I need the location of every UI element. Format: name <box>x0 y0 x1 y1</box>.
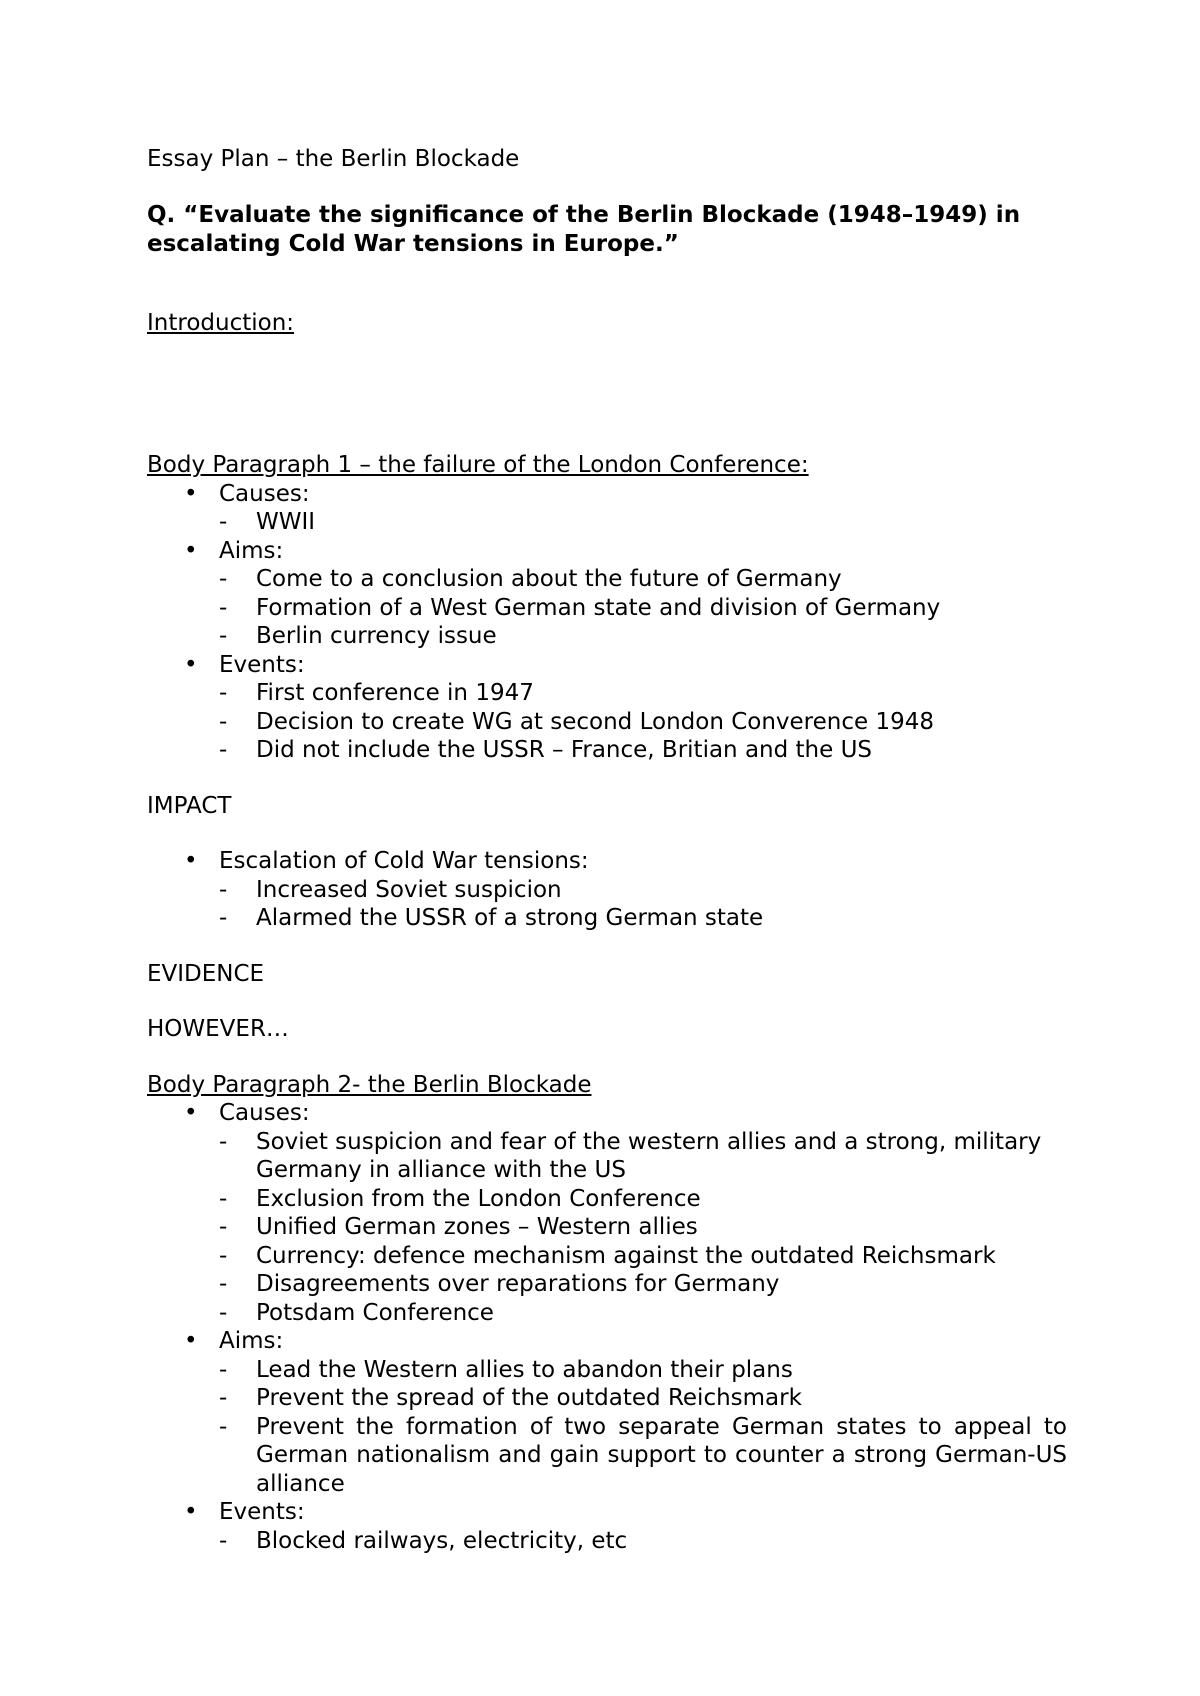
dash-item: - Increased Soviet suspicion <box>219 876 562 903</box>
dash-item: - Potsdam Conference <box>219 1299 494 1326</box>
dash-icon: - <box>219 594 228 621</box>
bullet-icon: • <box>184 480 198 507</box>
document-title: Essay Plan – the Berlin Blockade <box>147 146 520 172</box>
dash-list <box>219 1356 1067 1499</box>
dash-list <box>219 876 1067 933</box>
dash-icon: - <box>219 680 228 706</box>
bullet-group <box>147 1327 1067 1498</box>
dash-list <box>219 508 1067 537</box>
dash-icon: - <box>219 737 228 763</box>
bullet-label: Events: <box>219 1499 305 1525</box>
bullet-group <box>147 480 1067 537</box>
bullet-group <box>147 847 1067 933</box>
bullet-label: Aims: <box>219 1328 284 1354</box>
introduction-heading: Introduction: <box>147 309 295 336</box>
dash-icon: - <box>219 1214 228 1240</box>
bullet-icon: • <box>184 1100 198 1126</box>
dash-icon: - <box>219 1128 228 1155</box>
dash-icon: - <box>219 1271 228 1297</box>
body2-bullet-list <box>147 1099 1067 1555</box>
dash-icon: - <box>219 1385 228 1411</box>
dash-icon: - <box>219 566 228 592</box>
dash-item: - Prevent the formation of two separate German states to appeal to German nationalism and gain support to counter a strong German-US alliance <box>219 1413 1067 1497</box>
dash-item: - Exclusion from the London Conference <box>219 1185 701 1212</box>
impact-bullet-list <box>147 847 1067 933</box>
dash-item: - Soviet suspicion and fear of the western allies and a strong, military Germany in alliance with the US <box>219 1128 1042 1183</box>
dash-list <box>219 679 1067 765</box>
body-paragraph-1 <box>147 451 1067 1071</box>
bullet-group <box>147 537 1067 651</box>
bullet-label: Causes: <box>219 480 310 507</box>
body-paragraph-2 <box>147 1071 1067 1556</box>
dash-item: - Currency: defence mechanism against the outdated Reichsmark <box>219 1242 996 1269</box>
dash-item: - Alarmed the USSR of a strong German state <box>219 905 764 931</box>
evidence-label: EVIDENCE <box>147 960 265 987</box>
dash-icon: - <box>219 1299 228 1326</box>
dash-list <box>219 1527 1067 1556</box>
bullet-group <box>147 651 1067 765</box>
document-page <box>147 145 1067 1555</box>
body1-heading: Body Paragraph 1 – the failure of the London Conference: <box>147 452 809 478</box>
dash-icon: - <box>219 623 228 649</box>
dash-item: - Berlin currency issue <box>219 623 497 649</box>
dash-icon: - <box>219 1242 228 1269</box>
bullet-label: Events: <box>219 651 305 678</box>
bullet-group <box>147 1498 1067 1555</box>
dash-item: - Prevent the spread of the outdated Reichsmark <box>219 1385 802 1411</box>
dash-icon: - <box>219 509 228 535</box>
dash-item: - WWII <box>219 509 316 535</box>
essay-question: Q. “Evaluate the significance of the Berlin Blockade (1948–1949) in escalating Cold War tensions in Europe.” <box>147 201 1021 257</box>
introduction-blank-space <box>147 337 1067 451</box>
bullet-icon: • <box>184 1328 198 1354</box>
bullet-label: Escalation of Cold War tensions: <box>219 848 589 874</box>
dash-icon: - <box>219 1356 228 1383</box>
bullet-icon: • <box>184 651 198 678</box>
dash-item: - Formation of a West German state and division of Germany <box>219 594 941 621</box>
dash-icon: - <box>219 1527 228 1554</box>
dash-list <box>219 1128 1067 1328</box>
however-label: HOWEVER… <box>147 1016 289 1042</box>
dash-item: - First conference in 1947 <box>219 680 534 706</box>
bullet-icon: • <box>184 848 198 874</box>
dash-icon: - <box>219 905 228 931</box>
dash-icon: - <box>219 1413 228 1440</box>
body2-heading: Body Paragraph 2- the Berlin Blockade <box>147 1071 592 1098</box>
dash-item: - Disagreements over reparations for Germany <box>219 1271 780 1297</box>
bullet-group <box>147 1099 1067 1327</box>
dash-item: - Decision to create WG at second London Converence 1948 <box>219 708 934 735</box>
bullet-label: Causes: <box>219 1100 310 1126</box>
dash-item: - Unified German zones – Western allies <box>219 1214 698 1240</box>
dash-list <box>219 565 1067 651</box>
dash-icon: - <box>219 876 228 903</box>
dash-item: - Did not include the USSR – France, Britian and the US <box>219 737 873 763</box>
bullet-icon: • <box>184 1499 198 1525</box>
dash-item: - Blocked railways, electricity, etc <box>219 1527 628 1554</box>
dash-icon: - <box>219 1185 228 1212</box>
dash-item: - Lead the Western allies to abandon their plans <box>219 1356 793 1383</box>
bullet-label: Aims: <box>219 537 284 564</box>
dash-icon: - <box>219 708 228 735</box>
dash-item: - Come to a conclusion about the future of Germany <box>219 566 842 592</box>
body1-bullet-list <box>147 480 1067 765</box>
bullet-icon: • <box>184 537 198 564</box>
impact-label: IMPACT <box>147 792 232 819</box>
